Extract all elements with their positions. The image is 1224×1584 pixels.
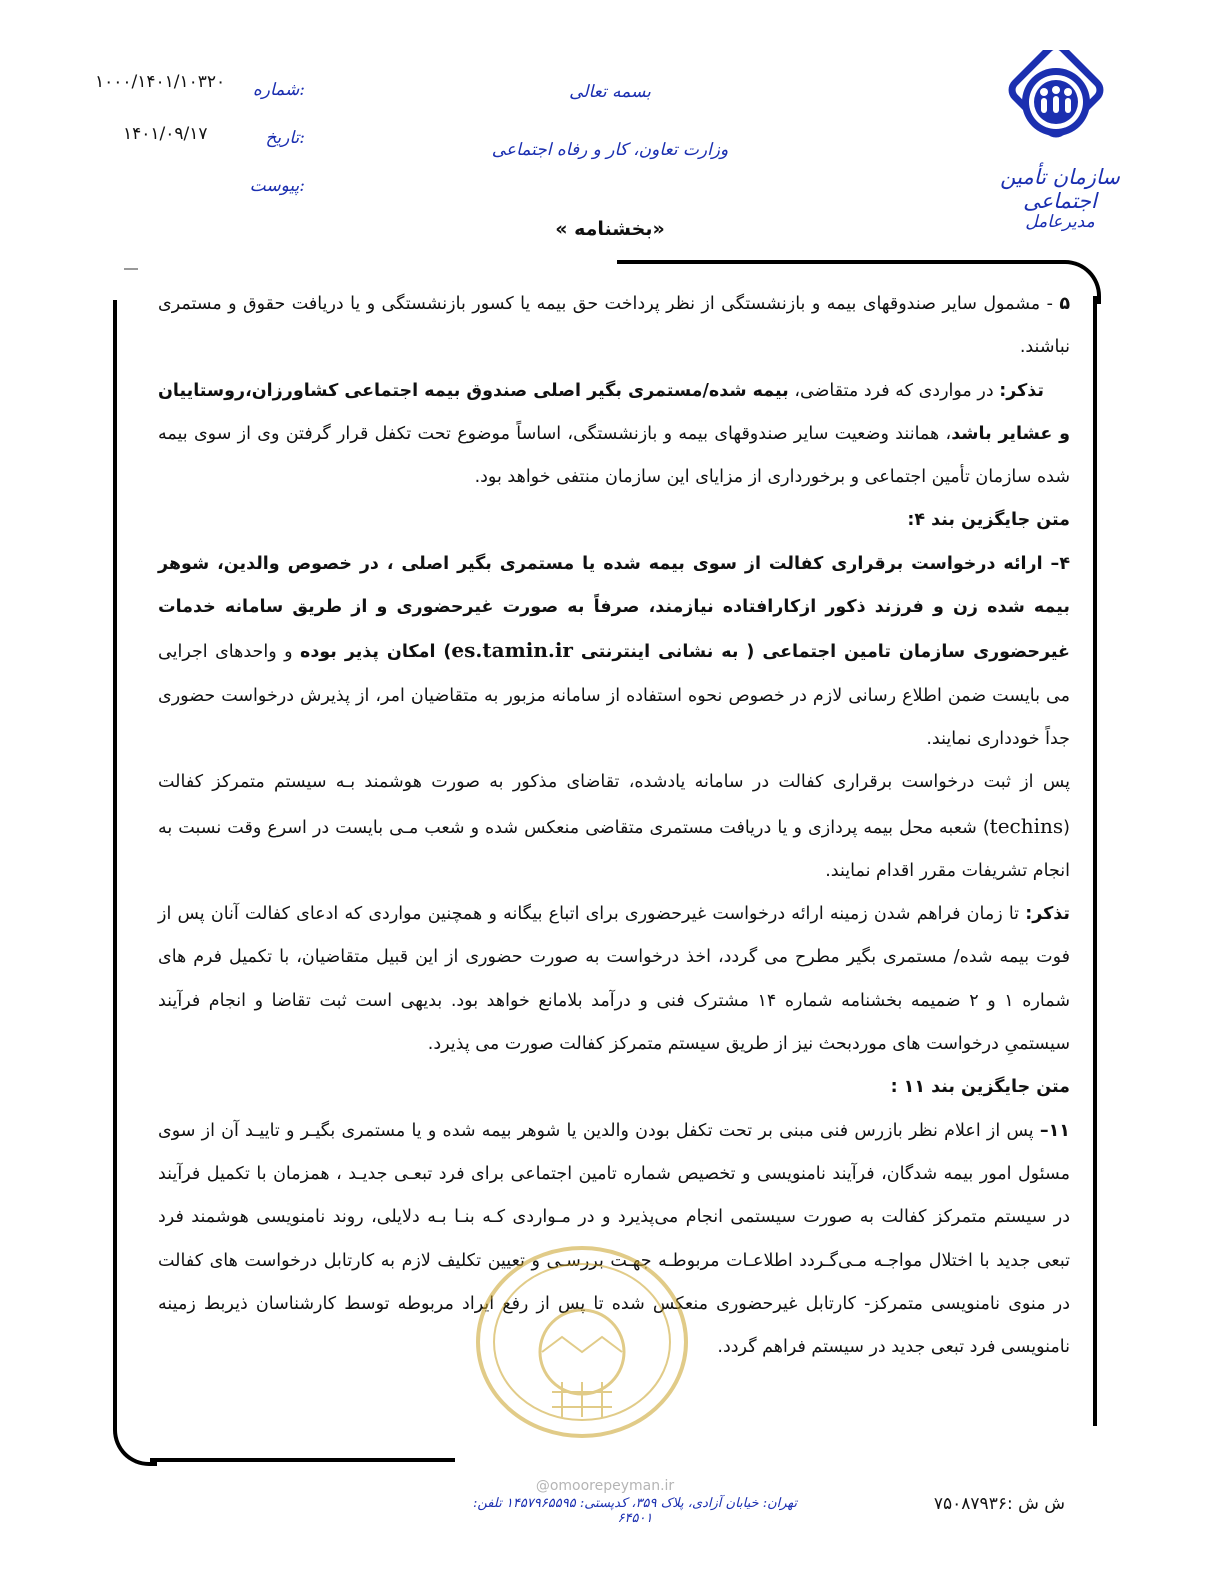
heading-clause-11: متن جایگزین بند ۱۱ : [890, 1077, 1070, 1098]
note-label: تذکر: [999, 380, 1044, 401]
attachment-label: پیوست: [249, 176, 305, 196]
system-name: techins [989, 813, 1064, 838]
basmala: بسمه تعالی [569, 82, 651, 102]
paragraph-text: ) شعبه محل بیمه پردازی و یا دریافت مستمری متقاضی منعکس شده و شعب مـی بایست در اسرع وقت نسبت به انجام تشریفات مقرر اقدام نمایند. [158, 817, 1070, 881]
clause-text: پس از اعلام نظر بازرس فنی مبنی بر تحت تکفل بودن والدین یا شوهر بیمه شده و یا مستمری بگیـر و تاییـد آن از سوی مسئول امور بیمه شدگان، فرآیند نامنویسی و تخصیص شماره تامین اجتماعی برای فرد تبعـی جدیـد ، همزمان با تکمیل فرآیند در سیستم متمرکز کفالت به صورت سیستمی انجام می‌پذیرد و در مـواردی کـه بنـا بـه دلایلی، روند نامنویسی هوشمند فرد تبعی جدید با اختلال مواجـه مـی‌گـردد اطلاعـات مربوطـه جهـت بررسـی و تعیین تکلیف لازم به کارتابل درخواست های کفالت در منوی نامنویسی متمرکز- کارتابل غیرحضوری منعکس شده تا پس از رفع ایراد مربوطه توسط کارشناسان ذیربط زمینه نامنویسی فرد تبعی جدید در سیستم فراهم گردد. [158, 1120, 1070, 1358]
clause-text: و واحدهای اجرایی می بایست ضمن اطلاع رسانی لازم در خصوص نحوه استفاده از سامانه مزبور به متقاضیان امر، از پذیرش درخواست حضوری جداً خودداری نمایند. [158, 642, 1070, 749]
note-text: تا زمان فراهم شدن زمینه ارائه درخواست غیرحضوری برای اتباع بیگانه و همچنین مواردی که ادعای کفالت آنان پس از فوت بیمه شده/ مستمری بگیر مطرح می گردد، اخذ درخواست به صورت حضوری از این قبیل متقاضیان، با تکمیل فرم های شماره ۱ و ۲ ضمیمه بخشنامه شماره ۱۴ مشترک فنی و درآمد بلامانع خواهد بود. بدیهی است ثبت تقاضا و انجام فرآیند سیستمیِ درخواست های موردبحث نیز از طریق سیستم متمرکز کفالت صورت می پذیرد. [158, 904, 1071, 1055]
footer-address: تهران: خیابان آزادی، پلاک ۳۵۹، کدپستی: ۱۴۵۷۹۶۵۵۹۵ تلفن: ۶۴۵۰۱ [472, 1496, 798, 1526]
note-2 [158, 893, 1070, 1066]
circular-title: «بخشنامه » [555, 218, 665, 240]
note-text: در مواردی که فرد متقاضی، [788, 380, 1000, 401]
margin-tick [124, 268, 138, 270]
paragraph-5 [158, 283, 1070, 370]
note-label: تذکر: [1025, 904, 1070, 925]
frame-left-border [113, 300, 157, 1466]
org-subtitle: مدیرعامل [1025, 212, 1095, 232]
frame-right-border [1093, 296, 1097, 1426]
ministry-name: وزارت تعاون، کار و رفاه اجتماعی [491, 140, 729, 160]
item-number: ۱۱– [1039, 1120, 1070, 1141]
note-text: ، همانند وضعیت سایر صندوقهای بیمه و بازنشستگی، اساساً موضوع تحت تکفل قرار گرفتن وی از سوی بیمه شده سازمان تأمین اجتماعی و برخورداری از مزایای این سازمان منتفی خواهد بود. [158, 423, 1070, 488]
date-label: تاریخ: [265, 128, 305, 148]
clause-4 [158, 543, 1070, 761]
note-bold-text: بیمه شده/مستمری بگیر اصلی صندوق بیمه اجتماعی کشاورزان،روستاییان و عشایر باشد [158, 380, 1070, 444]
seal-stamp-icon [472, 1242, 692, 1442]
social-security-logo-icon [1000, 50, 1112, 162]
frame-bottom-border [150, 1458, 455, 1462]
heading-clause-4: متن جایگزین بند ۴: [907, 510, 1070, 531]
document-id: ش ش :۷۵۰۸۷۹۳۶ [933, 1494, 1065, 1514]
paragraph-text: - مشمول سایر صندوقهای بیمه و بازنشستگی از نظر پرداخت حق بیمه یا کسور بازنشستگی و یا دریافت حقوق و مستمری نباشند. [158, 294, 1070, 358]
note-1 [158, 370, 1070, 500]
clause-bold-text: ۴– ارائه درخواست برقراری کفالت از سوی بیمه شده یا مستمری بگیر اصلی ، در خصوص والدین، شوهر بیمه شده زن و فرزند ذکور ازکارافتاده نیازمند، صرفاً به صورت غیرحضوری و از طریق سامانه خدمات غیرحضوری سازمان تامین اجتماعی ( به نشانی اینترنتی [158, 553, 1070, 663]
clause-bold-text: ) امکان پذیر بوده [300, 642, 452, 663]
watermark: @omoorepeyman.ir [535, 1478, 675, 1494]
paragraph-text: پس از ثبت درخواست برقراری کفالت در سامانه یادشده، تقاضای مذکور به صورت هوشمند بـه سیستم متمرکز کفالت ( [158, 772, 1070, 838]
document-body [158, 283, 1070, 1369]
website-link[interactable]: es.tamin.ir [451, 638, 573, 663]
number-label: شماره: [252, 80, 305, 100]
number-value: ۱۰۰۰/۱۴۰۱/۱۰۳۲۰ [95, 72, 226, 92]
date-value: ۱۴۰۱/۰۹/۱۷ [123, 124, 208, 144]
org-name: سازمان تأمین اجتماعی [1000, 165, 1120, 213]
item-number: ۵ [1059, 294, 1070, 314]
paragraph-registration [158, 761, 1070, 893]
